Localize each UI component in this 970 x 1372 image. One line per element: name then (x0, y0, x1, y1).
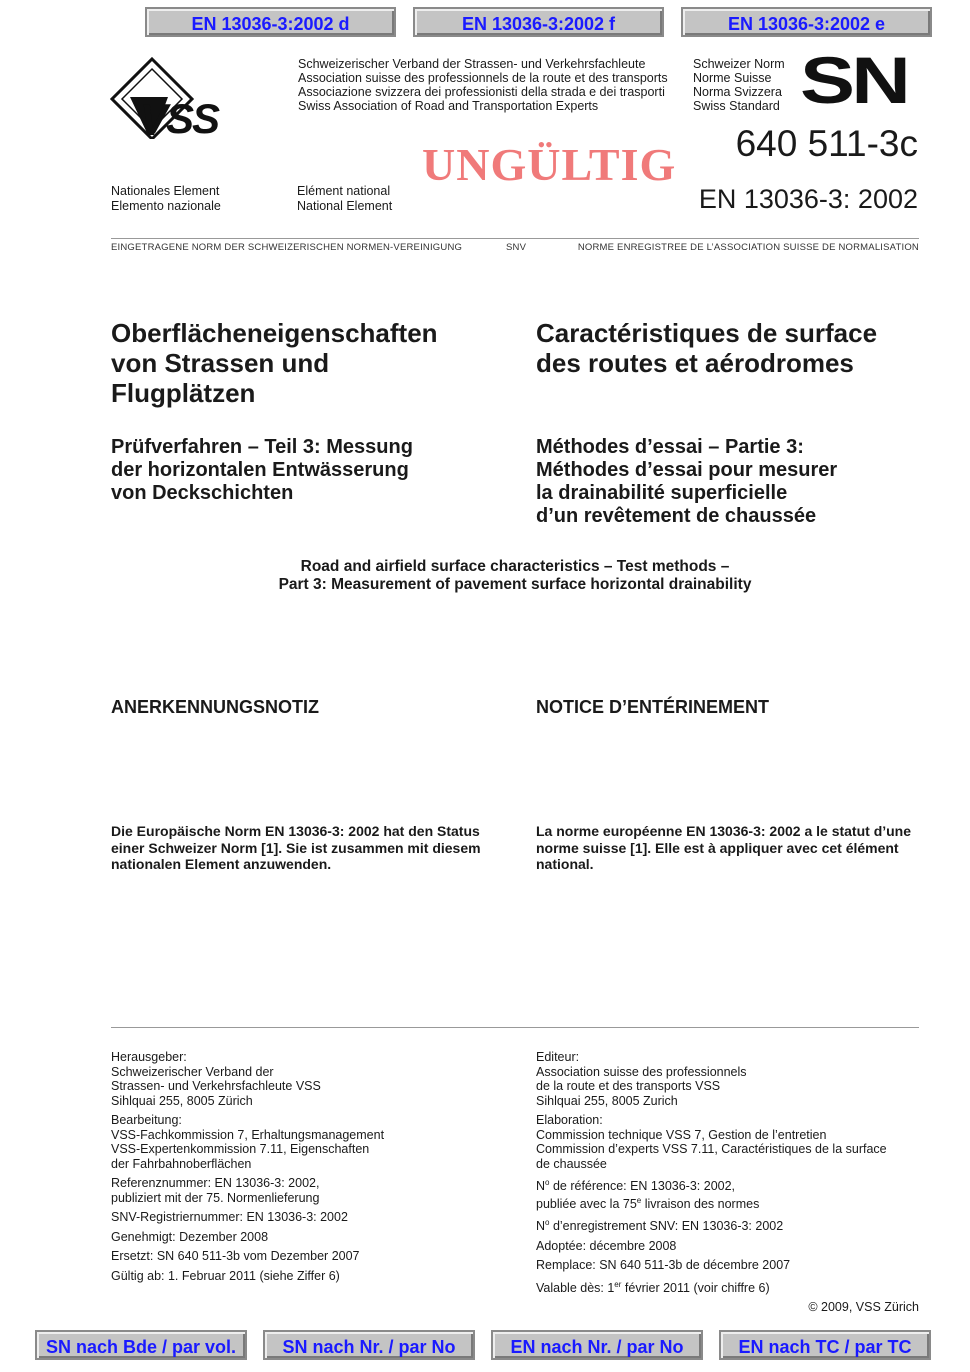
reference-fr (536, 1176, 926, 1211)
elaboration-fr (536, 1113, 926, 1171)
approved-de (111, 1230, 521, 1245)
title-en (111, 558, 919, 594)
notice-fr-line: national. (536, 856, 594, 872)
footer-line: Elaboration: (536, 1113, 603, 1127)
nav-button-french[interactable]: EN 13036-3:2002 f (413, 7, 664, 37)
adopted-fr (536, 1239, 926, 1254)
publisher-fr (536, 1050, 926, 1108)
footer-line: VSS-Expertenkommission 7.11, Eigenschaften (111, 1142, 370, 1156)
title-fr-line: des routes et aérodromes (536, 348, 854, 378)
vss-logo (110, 57, 290, 139)
nav-button-en-by-tc[interactable]: EN nach TC / par TC (719, 1330, 931, 1360)
registration-fr (536, 1216, 926, 1234)
nav-button-sn-by-number[interactable]: SN nach Nr. / par No (263, 1330, 475, 1360)
norm-labels (693, 57, 785, 113)
footer-line: Sihlquai 255, 8005 Zürich (111, 1093, 253, 1108)
registration-left: EINGETRAGENE NORM DER SCHWEIZERISCHEN NORMEN-VEREINIGUNG (111, 242, 463, 253)
nav-button-german[interactable]: EN 13036-3:2002 d (145, 7, 396, 37)
title-fr (536, 318, 877, 378)
footer-line: Adoptée: décembre 2008 (536, 1238, 677, 1253)
header-divider (111, 238, 919, 239)
notice-fr-line: norme suisse [1]. Elle est à appliquer avec cet élément (536, 839, 899, 856)
footer-line: Sihlquai 255, 8005 Zurich (536, 1093, 678, 1108)
title-fr-line: Caractéristiques de surface (536, 318, 878, 348)
footer-line: der Fahrbahnoberflächen (111, 1156, 252, 1171)
element-label-fr: Elément national (297, 184, 391, 198)
association-de: Schweizerischer Verband der Strassen- und Verkehrsfachleute (298, 57, 646, 71)
element-label-de: Nationales Element (111, 184, 220, 198)
subtitle-fr-line: la drainabilité superficielle (536, 482, 788, 504)
title-de-line: Flugplätzen (111, 378, 256, 408)
subtitle-de-line: von Deckschichten (111, 482, 294, 504)
footer-line: Remplace: SN 640 511-3b de décembre 2007 (536, 1258, 791, 1273)
valid-fr (536, 1278, 926, 1296)
footer-text: N (536, 1179, 546, 1194)
en-number: EN 13036-3: 2002 (698, 184, 918, 214)
footer-sup: e (636, 1195, 642, 1205)
footer-line: Association suisse des professionnels (536, 1064, 747, 1079)
title-en-line: Part 3: Measurement of pavement surface horizontal drainability (278, 576, 752, 593)
footer-divider (111, 1027, 919, 1028)
elaboration-de (111, 1113, 521, 1171)
subtitle-fr-line: d’un revêtement de chaussée (536, 505, 817, 527)
subtitle-de-line: Prüfverfahren – Teil 3: Messung (111, 436, 413, 458)
footer-line: Editeur: (536, 1050, 580, 1064)
registration-de (111, 1210, 521, 1225)
notice-fr (536, 823, 911, 873)
footer-sup: er (614, 1279, 622, 1289)
footer-text: publiée avec la 75 (536, 1196, 637, 1211)
valid-de (111, 1269, 521, 1284)
footer-line: de chaussée (536, 1156, 607, 1171)
section-heading-de: ANERKENNUNGSNOTIZ (111, 697, 320, 717)
notice-de-line: einer Schweizer Norm [1]. Sie ist zusammen mit diesem (111, 839, 481, 856)
footer-line: Bearbeitung: (111, 1113, 182, 1127)
footer-line: Commission technique VSS 7, Gestion de l’entretien (536, 1127, 827, 1142)
footer-fr (536, 1050, 926, 1301)
subtitle-de (111, 436, 413, 505)
notice-fr-line: La norme européenne EN 13036-3: 2002 a le statut d’une (536, 823, 912, 839)
section-heading-fr: NOTICE D’ENTÉRINEMENT (536, 697, 770, 717)
footer-line: Herausgeber: (111, 1050, 187, 1064)
notice-de-line: nationalen Element anzuwenden. (111, 856, 332, 872)
registration-right: NORME ENREGISTREE DE L’ASSOCIATION SUISSE DE NORMALISATION (577, 242, 919, 253)
norm-label-en: Swiss Standard (693, 99, 780, 113)
norm-label-de: Schweizer Norm (693, 57, 785, 71)
notice-de-line: Die Europäische Norm EN 13036-3: 2002 hat den Status (111, 823, 480, 839)
subtitle-fr-line: Méthodes d’essai – Partie 3: (536, 436, 804, 458)
footer-de (111, 1050, 521, 1288)
association-en: Swiss Association of Road and Transportation Experts (298, 99, 599, 113)
footer-text: Valable dès: 1 (536, 1281, 615, 1296)
footer-line: Commission d’experts VSS 7.11, Caractéristiques de la surface (536, 1142, 887, 1156)
association-it: Associazione svizzera dei professionisti della strada e dei trasporti (298, 85, 665, 99)
notice-de (111, 823, 481, 873)
registration-middle: SNV (506, 242, 527, 253)
nav-button-en-by-number[interactable]: EN nach Nr. / par No (491, 1330, 703, 1360)
title-en-line: Road and airfield surface characteristics – Test methods – (300, 558, 730, 575)
subtitle-fr-line: Méthodes d’essai pour mesurer (536, 459, 838, 481)
footer-sup: o (545, 1178, 550, 1187)
footer-text: février 2011 (voir chiffre 6) (621, 1281, 770, 1296)
nav-button-sn-by-volume[interactable]: SN nach Bde / par vol. (35, 1330, 247, 1360)
association-names (298, 57, 668, 113)
footer-text: livraison des normes (641, 1196, 760, 1211)
element-label-it: Elemento nazionale (111, 198, 221, 213)
title-de-line: von Strassen und (111, 348, 330, 378)
footer-line: VSS-Fachkommission 7, Erhaltungsmanagement (111, 1127, 385, 1142)
nav-button-english[interactable]: EN 13036-3:2002 e (681, 7, 932, 37)
vss-logo-text: VSS (140, 95, 219, 139)
replaces-de (111, 1249, 521, 1264)
subtitle-fr (536, 436, 837, 528)
replaces-fr (536, 1258, 926, 1273)
footer-line: de la route et des transports VSS (536, 1079, 721, 1093)
copyright: © 2009, VSS Zürich (808, 1300, 919, 1314)
sn-logo: SN (800, 43, 908, 117)
publisher-de (111, 1050, 521, 1108)
footer-line: Strassen- und Verkehrsfachleute VSS (111, 1079, 321, 1093)
invalid-watermark: UNGÜLTIG (422, 139, 677, 190)
footer-line: Genehmigt: Dezember 2008 (111, 1229, 269, 1244)
title-de (111, 318, 438, 408)
footer-line: SNV-Registriernummer: EN 13036-3: 2002 (111, 1210, 348, 1224)
element-label-right (297, 184, 392, 213)
footer-text: de référence: EN 13036-3: 2002, (549, 1179, 736, 1194)
footer-line: Referenznummer: EN 13036-3: 2002, (111, 1176, 320, 1190)
footer-text: d’enregistrement SNV: EN 13036-3: 2002 (549, 1219, 784, 1234)
norm-label-fr: Norme Suisse (693, 71, 772, 85)
footer-line: Ersetzt: SN 640 511-3b vom Dezember 2007 (111, 1249, 360, 1263)
element-label-en: National Element (297, 198, 393, 213)
reference-de (111, 1176, 521, 1205)
footer-line: Gültig ab: 1. Februar 2011 (siehe Ziffer 6) (111, 1268, 340, 1283)
footer-text: N (536, 1219, 546, 1234)
footer-sup: o (545, 1218, 550, 1228)
norm-number: 640 511-3c (735, 123, 918, 164)
footer-line: publiziert mit der 75. Normenlieferung (111, 1190, 320, 1205)
footer-line: Schweizerischer Verband der (111, 1064, 274, 1079)
subtitle-de-line: der horizontalen Entwässerung (111, 459, 409, 481)
norm-label-it: Norma Svizzera (693, 85, 782, 99)
element-label-left (111, 184, 221, 213)
title-de-line: Oberflächeneigenschaften (111, 318, 438, 348)
association-fr: Association suisse des professionnels de la route et des transports (298, 71, 668, 85)
